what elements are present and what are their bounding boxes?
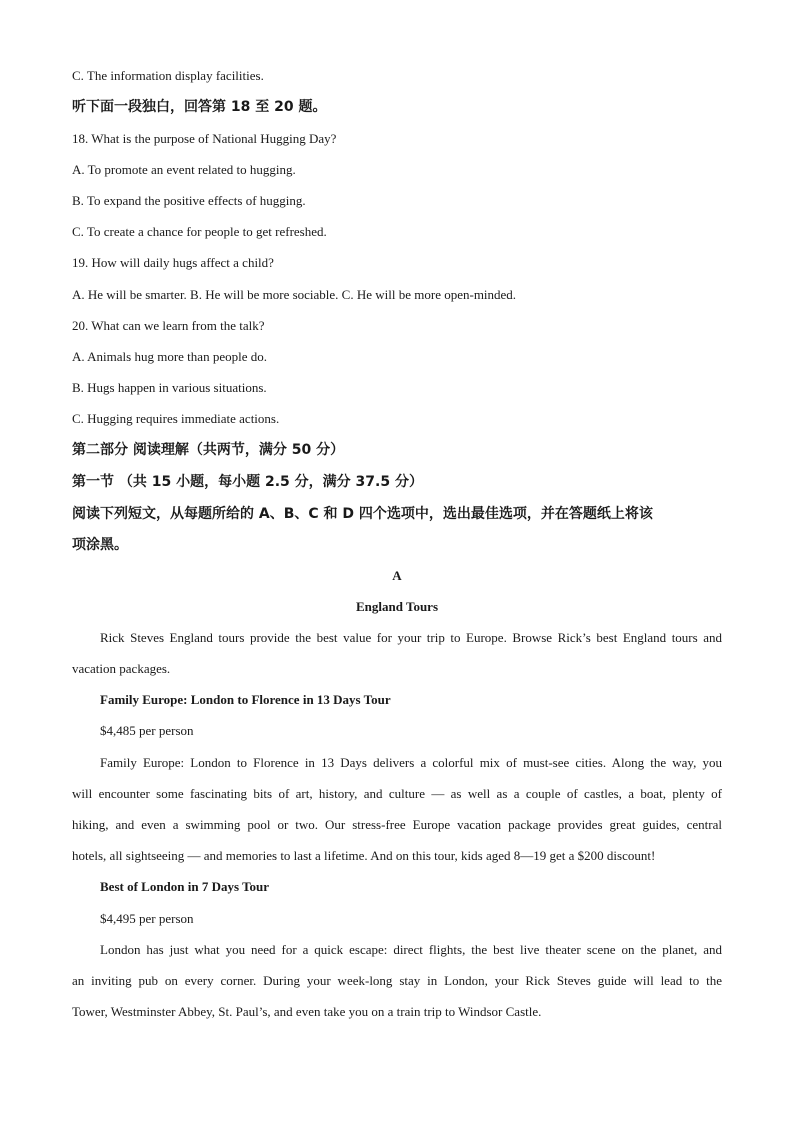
passage-intro-line1: Rick Steves England tours provide the best value for your trip to Europe. Browse Rick’s best England tours and <box>100 630 722 645</box>
q18-option-c: C. To create a chance for people to get refreshed. <box>72 224 327 239</box>
part2-heading: 第二部分 阅读理解（共两节，满分 50 分） <box>72 442 345 458</box>
tour2-desc-line3: Tower, Westminster Abbey, St. Paul’s, and even take you on a train trip to Windsor Castle. <box>72 1004 542 1019</box>
q20-question: 20. What can we learn from the talk? <box>72 318 265 333</box>
tour2-desc-line1: London has just what you need for a quick escape: direct flights, the best live theater scene on the planet, and <box>100 942 722 957</box>
q20-option-a: A. Animals hug more than people do. <box>72 349 267 364</box>
tour1-desc-line2: will encounter some fascinating bits of art, history, and culture — as well as a couple of castles, a boat, plenty of <box>72 786 722 801</box>
tour2-desc-line2: an inviting pub on every corner. During your week-long stay in London, your Rick Steves guide will lead to the <box>72 973 722 988</box>
q18-question: 18. What is the purpose of National Hugging Day? <box>72 131 337 146</box>
tour1-name: Family Europe: London to Florence in 13 Days Tour <box>100 692 391 707</box>
tour1-desc-line1: Family Europe: London to Florence in 13 Days delivers a colorful mix of must-see cities. Along the way, you <box>100 755 722 770</box>
q18-option-a: A. To promote an event related to hugging. <box>72 162 296 177</box>
tour2-price: $4,495 per person <box>100 911 194 926</box>
tour2-name: Best of London in 7 Days Tour <box>100 879 270 894</box>
listening-instruction-18-20: 听下面一段独白，回答第 18 至 20 题。 <box>72 99 327 115</box>
q19-question: 19. How will daily hugs affect a child? <box>72 255 274 270</box>
reading-instruction-line2: 项涂黑。 <box>72 537 128 553</box>
q19-options: A. He will be smarter. B. He will be more sociable. C. He will be more open-minded. <box>72 287 517 302</box>
tour1-desc-line3: hiking, and even a swimming pool or two. Our stress-free Europe vacation package provides great guides, central <box>72 817 722 832</box>
q20-option-c: C. Hugging requires immediate actions. <box>72 411 280 426</box>
reading-instruction-line1: 阅读下列短文，从每题所给的 A、B、C 和 D 四个选项中，选出最佳选项，并在答题纸上将该 <box>72 506 653 522</box>
q17-option-c: C. The information display facilities. <box>72 68 264 83</box>
q18-option-b: B. To expand the positive effects of hugging. <box>72 193 306 208</box>
tour1-desc-line4: hotels, all sightseeing — and memories to last a lifetime. And on this tour, kids aged 8—19 get a $200 discount! <box>72 848 656 863</box>
section1-heading: 第一节 （共 15 小题，每小题 2.5 分，满分 37.5 分） <box>72 474 423 490</box>
passage-intro-line2: vacation packages. <box>72 661 171 676</box>
passage-letter: A <box>392 568 402 583</box>
q20-option-b: B. Hugs happen in various situations. <box>72 380 267 395</box>
passage-title: England Tours <box>355 599 439 614</box>
tour1-price: $4,485 per person <box>100 723 194 738</box>
